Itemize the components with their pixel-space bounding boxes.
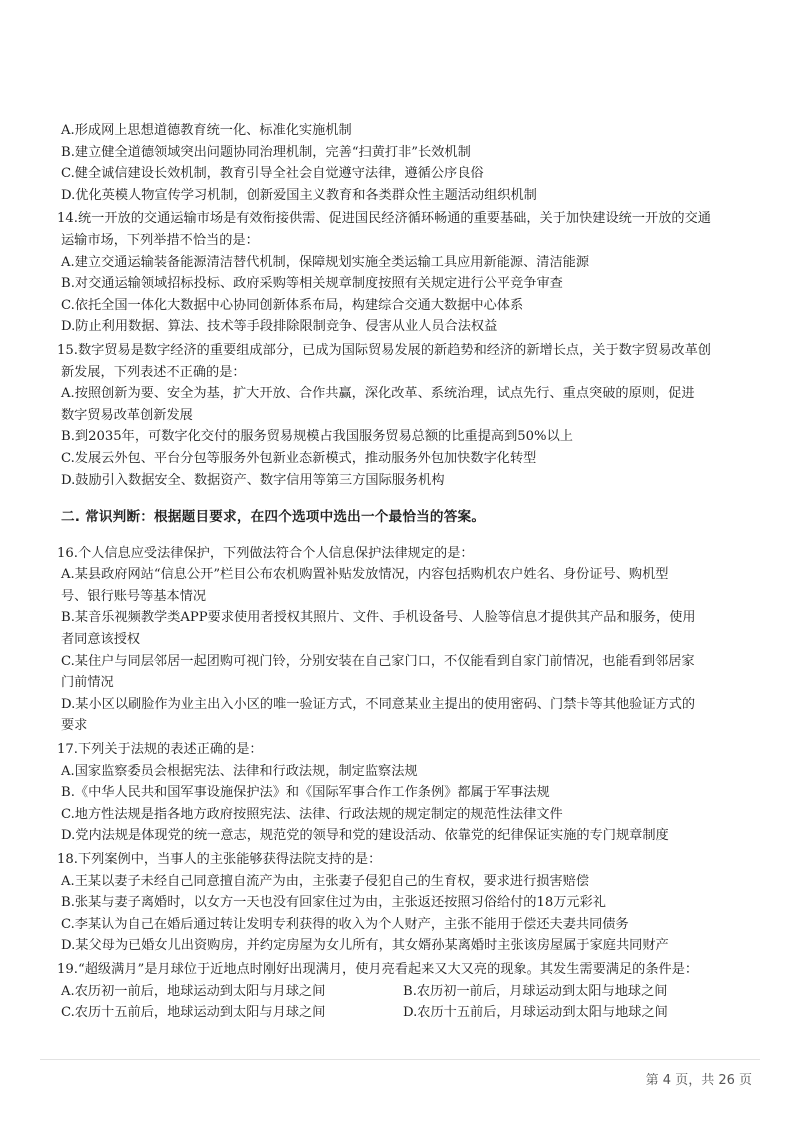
q19-options-row1 (57, 981, 747, 1003)
q18-stem: 18.下列案例中，当事人的主张能够获得法院支持的是： (57, 852, 382, 867)
q16-stem: 16.个人信息应受法律保护，下列做法符合个人信息保护法律规定的是： (57, 545, 474, 561)
q15-option-d: D.鼓励引入数据安全、数据资产、数字信用等第三方国际服务机构 (61, 472, 445, 488)
q15-option-c: C.发展云外包、平台分包等服务外包新业态新模式，推动服务外包加快数字化转型 (61, 450, 537, 466)
q13-option-b: B.建立健全道德领域突出问题协同治理机制，完善“扫黄打非”长效机制 (61, 144, 471, 160)
q18-option-c: C.李某认为自己在婚后通过转让发明专利获得的收入为个人财产，主张不能用于偿还夫妻共同债务 (61, 916, 629, 932)
q18-option-d: D.某父母为已婚女儿出资购房，并约定房屋为女儿所有，其女婿孙某离婚时主张该房屋属于家庭共同财产 (61, 938, 669, 954)
question-18 (57, 849, 747, 957)
q19-option-b: B.农历初一前后，月球运动到太阳与地球之间 (403, 983, 668, 999)
footer-divider (40, 1059, 760, 1060)
q14-stem-line2: 运输市场，下列举措不恰当的是： (61, 232, 259, 248)
q13-option-a: A.形成网上思想道德教育统一化、标准化实施机制 (61, 123, 352, 138)
page-number: 第 4 页，共 26 页 (645, 1073, 752, 1088)
q16-option-c-line2: 门前情况 (61, 675, 114, 691)
q18-option-a: A.王某以妻子未经自己同意擅自流产为由，主张妻子侵犯自己的生育权，要求进行损害赔偿 (61, 873, 590, 889)
q14-option-c: C.依托全国一体化大数据中心协同创新体系布局，构建综合交通大数据中心体系 (61, 297, 524, 313)
q15-option-b: B.到2035年，可数字化交付的服务贸易规模占我国服务贸易总额的比重提高到50%以上 (61, 429, 573, 445)
q17-option-a: A.国家监察委员会根据宪法、法律和行政法规，制定监察法规 (61, 763, 418, 779)
page-content (57, 120, 747, 1024)
q17-option-b: B.《中华人民共和国军事设施保护法》和《国际军事合作工作条例》都属于军事法规 (61, 785, 550, 801)
q16-option-a-line1: A.某县政府网站“信息公开”栏目公布农机购置补贴发放情况，内容包括购机农户姓名、身份证号、购机型 (61, 567, 669, 583)
q13-option-d: D.优化英模人物宣传学习机制，创新爱国主义教育和各类群众性主题活动组织机制 (61, 187, 537, 203)
q17-option-d: D.党内法规是体现党的统一意志，规范党的领导和党的建设活动、依靠党的纪律保证实施的专门规章制度 (61, 828, 669, 844)
section-heading: 二. 常识判断：根据题目要求，在四个选项中选出一个最恰当的答案。 (61, 509, 486, 526)
q14-option-a: A.建立交通运输装备能源清洁替代机制，保障规划实施全类运输工具应用新能源、清洁能源 (61, 254, 590, 270)
q16-option-d-line1: D.某小区以刷脸作为业主出入小区的唯一验证方式，不同意某业主提出的使用密码、门禁卡等其他验证方式的 (61, 696, 696, 712)
q19-options-row2 (57, 1002, 747, 1024)
q16-option-b-line1: B.某音乐视频教学类APP要求使用者授权其照片、文件、手机设备号、人脸等信息才提供其产品和服务，使用 (61, 610, 696, 626)
question-15 (57, 340, 747, 491)
question-17 (57, 739, 747, 847)
q15-stem-line1: 15.数字贸易是数字经济的重要组成部分，已成为国际贸易发展的新趋势和经济的新增长点，关于数字贸易改革创 (57, 342, 711, 358)
q16-option-a-line2: 号、银行账号等基本情况 (61, 588, 207, 604)
question-16 (57, 543, 747, 737)
q14-stem-line1: 14.统一开放的交通运输市场是有效衔接供需、促进国民经济循环畅通的重要基础，关于加快建设统一开放的交通 (57, 211, 711, 227)
q17-option-c: C.地方性法规是指各地方政府按照宪法、法律、行政法规的规定制定的规范性法律文件 (61, 806, 563, 822)
q15-stem-line2: 新发展，下列表述不正确的是： (61, 364, 246, 380)
q19-stem: 19.“超级满月”是月球位于近地点时刚好出现满月，使月亮看起来又大又亮的现象。其发生需要满足的条件是： (57, 961, 699, 977)
q13-option-c: C.健全诚信建设长效机制，教育引导全社会自觉遵守法律，遵循公序良俗 (61, 166, 484, 182)
q17-stem: 17.下列关于法规的表述正确的是： (57, 742, 263, 758)
q16-option-b-line2: 者同意该授权 (61, 632, 141, 648)
question-14 (57, 208, 747, 338)
q15-option-a-line2: 数字贸易改革创新发展 (61, 407, 193, 423)
question-19 (57, 959, 747, 1024)
q18-option-b: B.张某与妻子离婚时，以女方一天也没有回家住过为由，主张返还按照习俗给付的18万元彩礼 (61, 895, 606, 911)
q14-option-b: B.对交通运输领域招标投标、政府采购等相关规章制度按照有关规定进行公平竞争审查 (61, 276, 563, 292)
q16-option-c-line1: C.某住户与同层邻居一起团购可视门铃，分别安装在自己家门口，不仅能看到自家门前情况，也能看到邻居家 (61, 653, 695, 669)
q19-option-a: A.农历初一前后，地球运动到太阳与月球之间 (61, 983, 326, 999)
q14-option-d: D.防止利用数据、算法、技术等手段排除限制竞争、侵害从业人员合法权益 (61, 319, 498, 335)
q19-option-c: C.农历十五前后，地球运动到太阳与月球之间 (61, 1005, 326, 1021)
question-13-options (57, 120, 747, 206)
q16-option-d-line2: 要求 (61, 718, 88, 734)
q15-option-a-line1: A.按照创新为要、安全为基，扩大开放、合作共赢，深化改革、系统治理，试点先行、重点突破的原则，促进 (61, 386, 695, 402)
q19-option-d: D.农历十五前后，月球运动到太阳与地球之间 (403, 1005, 668, 1021)
